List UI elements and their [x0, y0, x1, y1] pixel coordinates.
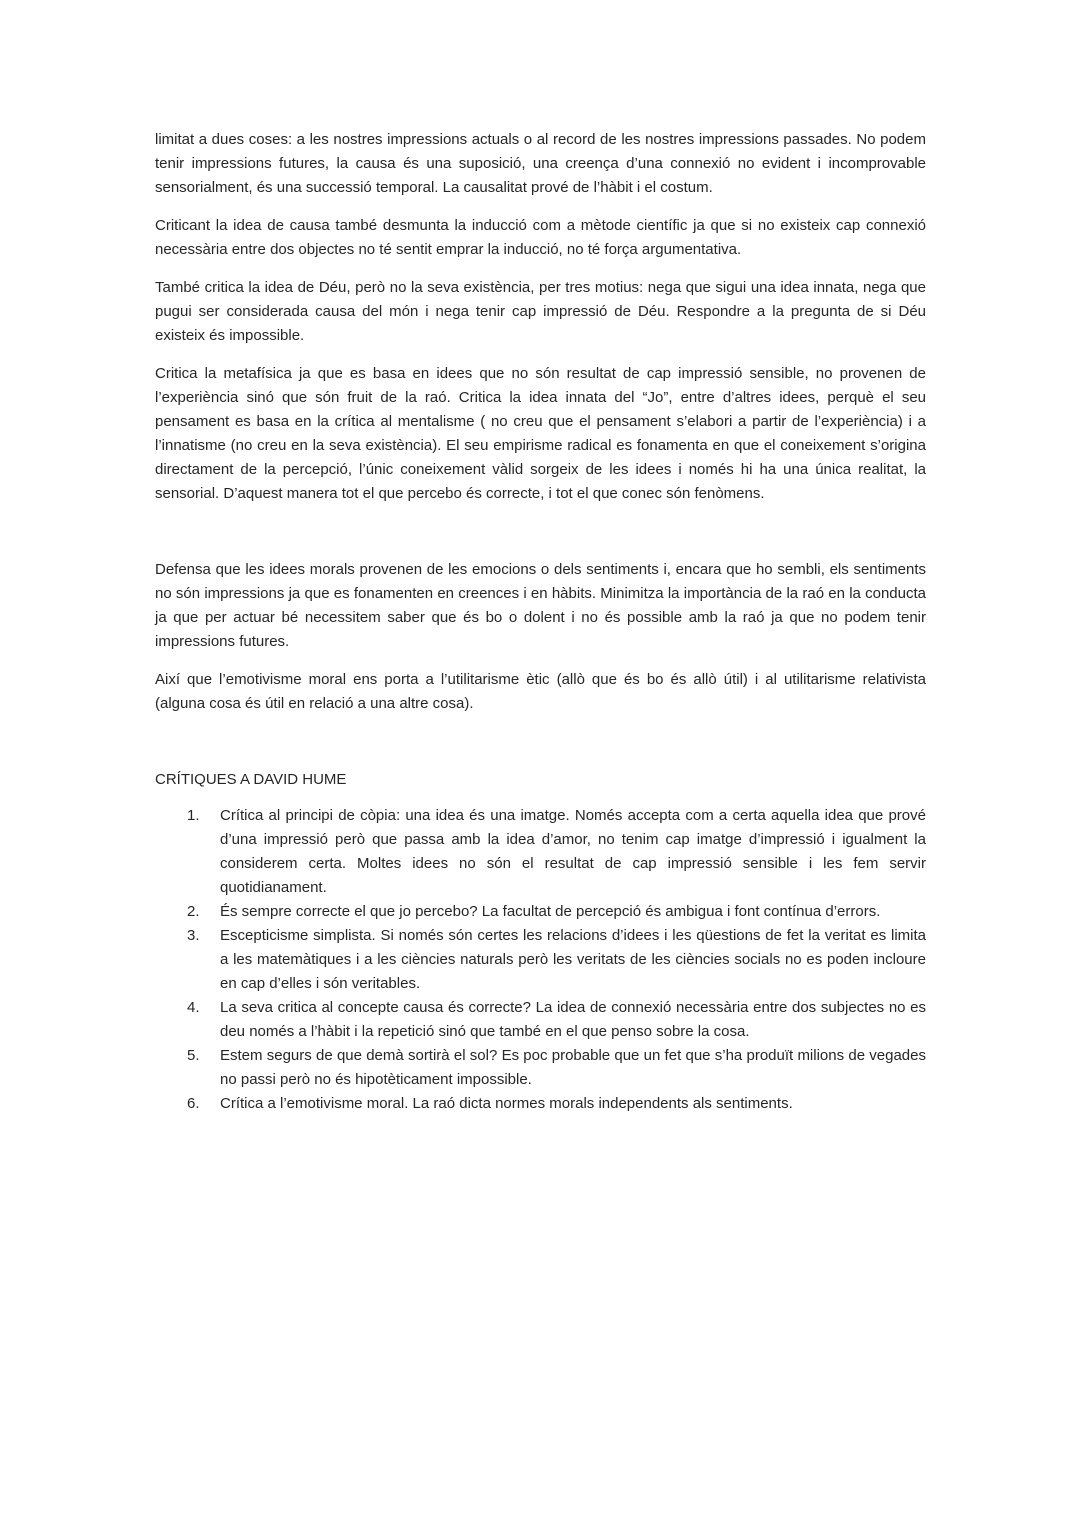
document-page [155, 128, 926, 1116]
list-item-number: 4. [187, 999, 200, 1016]
critiques-heading: CRÍTIQUES A DAVID HUME [155, 771, 347, 788]
list-item [155, 1092, 926, 1116]
section-gap [155, 520, 926, 558]
list-item [155, 900, 926, 924]
list-item-number: 2. [187, 903, 200, 920]
list-item-text: Crítica al principi de còpia: una idea és una imatge. Només accepta com a certa aquella idea que prové d’una impressió però que passa amb la idea d’amor, no tenim cap imatge d’impressió i igualment la considerem certa. Moltes idees no són el resultat de cap impressió sensible i les fem servir quotidianament. [220, 807, 926, 896]
list-item-text: Estem segurs de que demà sortirà el sol? Es poc probable que un fet que s’ha produït milions de vegades no passi però no és hipotèticament impossible. [220, 1047, 926, 1088]
section-gap [155, 730, 926, 768]
list-item [155, 996, 926, 1044]
critiques-list [155, 804, 926, 1116]
paragraph-metaphysics: Critica la metafísica ja que es basa en idees que no són resultat de cap impressió sensible, no provenen de l’experiència sinó que són fruit de la raó. Critica la idea innata del “Jo”, entre d’altres idees, perquè el seu pensament es basa en la crítica al mentalisme ( no creu que el pensament s’elabori a partir de l’experiència) i a l’innatisme (no creu en la seva existència). El seu empirisme radical es fonamenta en que el coneixement s’origina directament de la percepció, l’únic coneixement vàlid sorgeix de les idees i només hi ha una única realitat, la sensorial. D’aquest manera tot el que percebo és correcte, i tot el que conec són fenòmens. [155, 365, 926, 502]
list-item-text: La seva critica al concepte causa és correcte? La idea de connexió necessària entre dos subjectes no es deu només a l’hàbit i la repetició sinó que també en el que penso sobre la cosa. [220, 999, 926, 1040]
paragraph-emotivism: Així que l’emotivisme moral ens porta a l’utilitarisme ètic (allò que és bo és allò útil) i al utilitarisme relativista (alguna cosa és útil en relació a una altre cosa). [155, 671, 926, 712]
paragraph-god: També critica la idea de Déu, però no la seva existència, per tres motius: nega que sigui una idea innata, nega que pugui ser considerada causa del món i nega tenir cap impressió de Déu. Respondre a la pregunta de si Déu existeix és impossible. [155, 279, 926, 344]
list-item-text: Crítica a l’emotivisme moral. La raó dicta normes morals independents als sentiments. [220, 1095, 793, 1112]
list-item-text: És sempre correcte el que jo percebo? La facultat de percepció és ambigua i font contínua d’errors. [220, 903, 881, 920]
list-item-number: 6. [187, 1095, 200, 1112]
list-item-number: 3. [187, 927, 200, 944]
list-item [155, 1044, 926, 1092]
list-item-number: 1. [187, 807, 200, 824]
paragraph-moral-ideas: Defensa que les idees morals provenen de les emocions o dels sentiments i, encara que ho sembli, els sentiments no són impressions ja que es fonamenten en creences i en hàbits. Minimitza la importància de la raó en la conducta ja que per actuar bé necessitem saber que és bo o dolent i no és possible amb la raó ja que no podem tenir impressions futures. [155, 561, 926, 650]
paragraph-induction: Criticant la idea de causa també desmunta la inducció com a mètode científic ja que si no existeix cap connexió necessària entre dos objectes no té sentit emprar la inducció, no té força argumentativa. [155, 217, 926, 258]
list-item [155, 924, 926, 996]
list-item-number: 5. [187, 1047, 200, 1064]
list-item [155, 804, 926, 900]
paragraph-causality: limitat a dues coses: a les nostres impressions actuals o al record de les nostres impressions passades. No podem tenir impressions futures, la causa és una suposició, una creença d’una connexió no evident i incomprovable sensorialment, és una successió temporal. La causalitat prové de l’hàbit i el costum. [155, 131, 926, 196]
list-item-text: Escepticisme simplista. Si només són certes les relacions d’idees i les qüestions de fet la veritat es limita a les matemàtiques i a les ciències naturals però les veritats de les ciències socials no es poden incloure en cap d’elles i són veritables. [220, 927, 926, 992]
